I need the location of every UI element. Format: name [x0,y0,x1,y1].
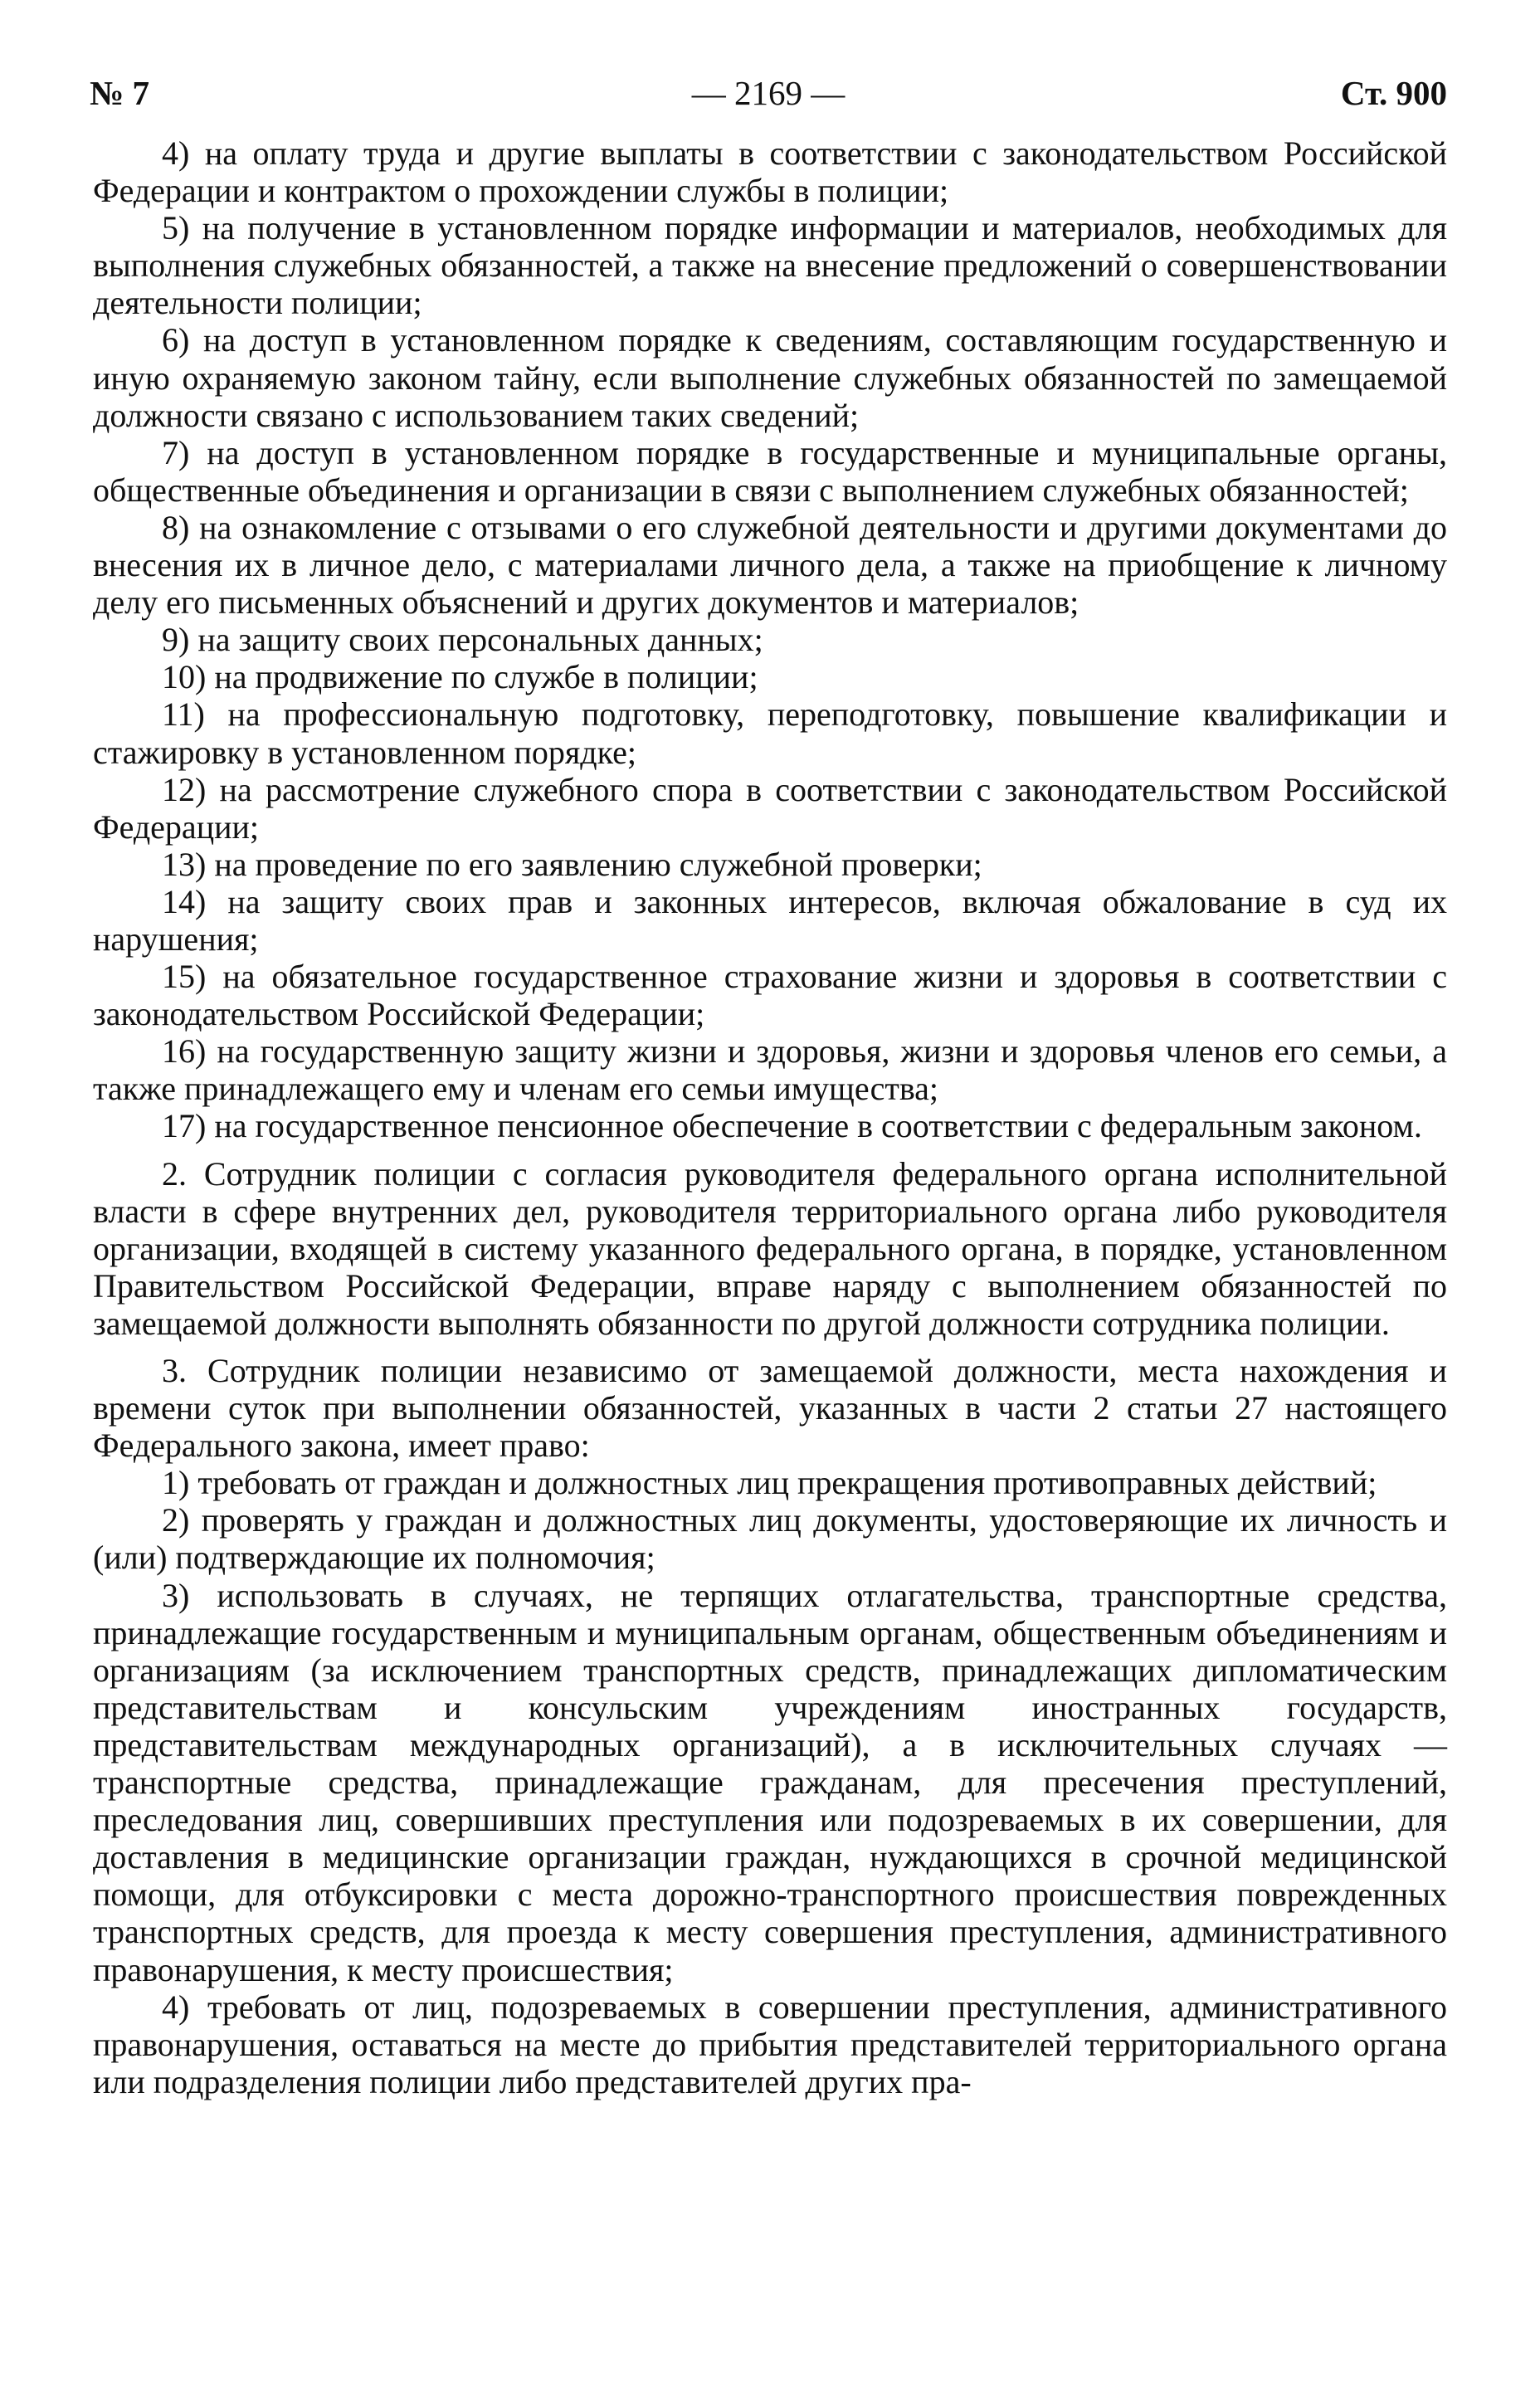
issue-number: № 7 [90,74,149,112]
paragraph-right-6: 6) на доступ в установленном порядке к сведениям, составляющим государственную и иную охраняемую законом тайну, если выполнение служебных обязанностей по замещаемой должности связано с использованием таких сведений; [93,321,1447,434]
article-number: Ст. 900 [1340,74,1447,112]
paragraph-right-11: 11) на профессиональную подготовку, переподготовку, повышение квалификации и стажировку в установленном порядке; [93,695,1447,771]
page-header [90,68,1447,118]
paragraph-power-4: 4) требовать от лиц, подозреваемых в совершении преступления, административного правонарушения, оставаться на месте до прибытия представителей территориального органа или подразделения полиции либо представителей других пра- [93,1988,1447,2100]
paragraph-right-12: 12) на рассмотрение служебного спора в соответствии с законодательством Российской Федерации; [93,770,1447,846]
paragraph-right-10: 10) на продвижение по службе в полиции; [162,658,758,696]
paragraph-part-3: 3. Сотрудник полиции независимо от замещаемой должности, места нахождения и времени суток при выполнении обязанностей, указанных в части 2 статьи 27 настоящего Федерального закона, имеет право: [93,1352,1447,1465]
paragraph-right-15: 15) на обязательное государственное страхование жизни и здоровья в соответствии с законодательством Российской Федерации; [93,958,1447,1033]
paragraph-power-1: 1) требовать от граждан и должностных лиц прекращения противоправных действий; [162,1464,1377,1502]
paragraph-part-2: 2. Сотрудник полиции с согласия руководителя федерального органа исполнительной власти в сфере внутренних дел, руководителя территориального органа либо руководителя организации, входящей в систему указанного федерального органа, в порядке, установленном Правительством Российской Федерации, вправе наряду с выполнением обязанностей по замещаемой должности выполнять обязанности по другой должности сотрудника полиции. [93,1154,1447,1342]
paragraph-right-16: 16) на государственную защиту жизни и здоровья, жизни и здоровья членов его семьи, а также принадлежащего ему и членам его семьи имущества; [93,1032,1447,1108]
document-body [93,134,1447,2100]
paragraph-right-7: 7) на доступ в установленном порядке в государственные и муниципальные органы, общественные объединения и организации в связи с выполнением служебных обязанностей; [93,433,1447,509]
paragraph-right-9: 9) на защиту своих персональных данных; [162,621,763,659]
paragraph-right-4: 4) на оплату труда и другие выплаты в соответствии с законодательством Российской Федерации и контрактом о прохождении службы в полиции; [93,134,1447,210]
paragraph-power-2: 2) проверять у граждан и должностных лиц документы, удостоверяющие их личность и (или) подтверждающие их полномочия; [93,1501,1447,1577]
paragraph-right-8: 8) на ознакомление с отзывами о его служебной деятельности и другими документами до внесения их в личное дело, с материалами личного дела, а также на приобщение к личному делу его письменных объяснений и других документов и материалов; [93,508,1447,622]
paragraph-right-5: 5) на получение в установленном порядке информации и материалов, необходимых для выполнения служебных обязанностей, а также на внесение предложений о совершенствовании деятельности полиции; [93,209,1447,322]
paragraph-right-13: 13) на проведение по его заявлению служебной проверки; [162,845,982,883]
paragraph-right-17: 17) на государственное пенсионное обеспечение в соответствии с федеральным законом. [162,1107,1422,1145]
paragraph-right-14: 14) на защиту своих прав и законных интересов, включая обжалование в суд их нарушения; [93,882,1447,958]
paragraph-power-3: 3) использовать в случаях, не терпящих отлагательства, транспортные средства, принадлежащие государственным и муниципальным органам, общественным объединениям и организациям (за исключением транспортных средств, принадлежащих дипломатическим представительствам и консульским учреждениям иностранных государств, представительствам международных организаций), а в исключительных случаях — транспортные средства, принадлежащие гражданам, для пресечения преступлений, преследования лиц, совершивших преступления или подозреваемых в их совершении, для доставления в медицинские организации граждан, нуждающихся в срочной медицинской помощи, для отбуксировки с места дорожно-транспортного происшествия поврежденных транспортных средств, для проезда к месту совершения преступления, административного правонарушения, к месту происшествия; [93,1576,1447,1988]
page-number: — 2169 — [691,74,846,112]
